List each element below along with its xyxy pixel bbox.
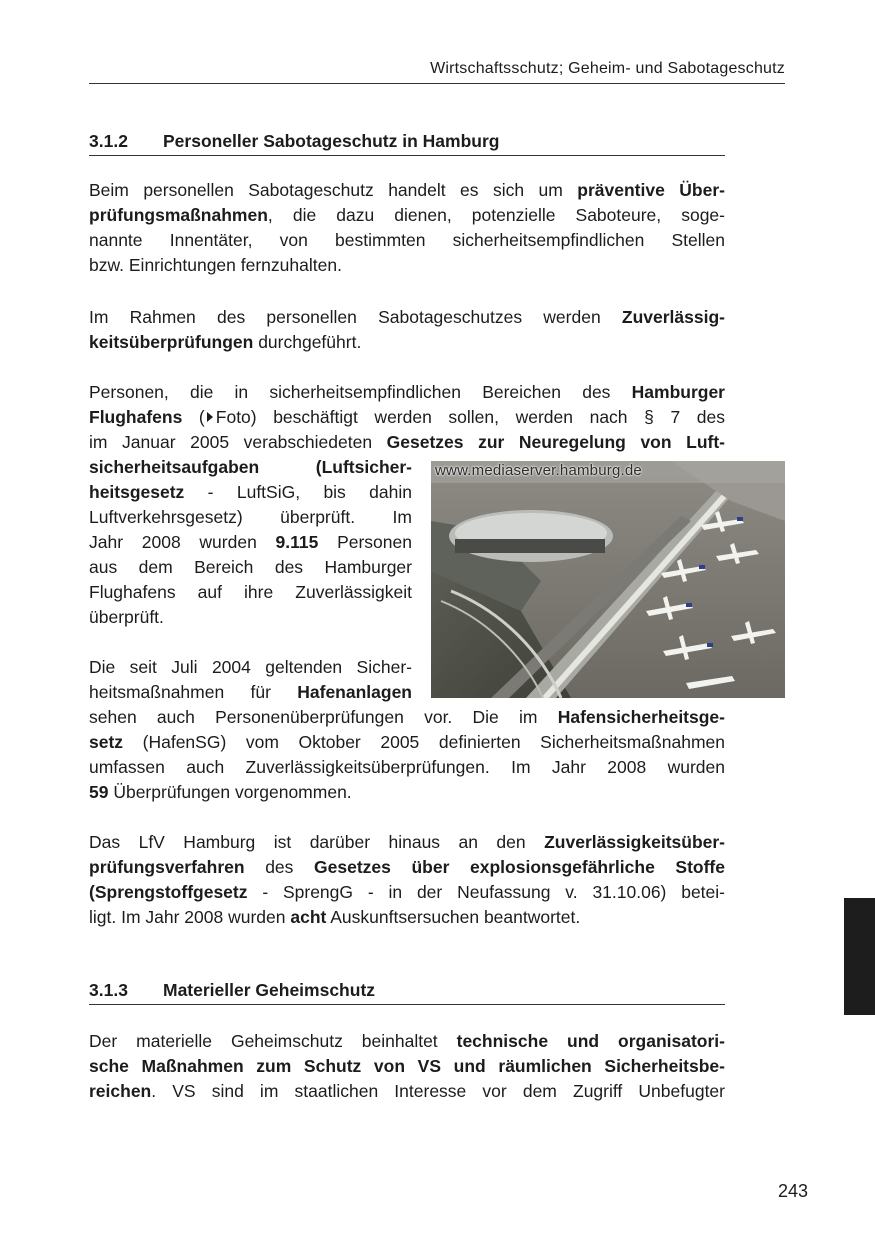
running-header-title: Wirtschaftsschutz; Geheim- und Sabotageschutz <box>430 60 785 77</box>
paragraph-4 <box>89 655 725 805</box>
paragraph-5 <box>89 830 725 930</box>
section-heading-3-1-2 <box>89 131 725 156</box>
paragraph-line: heitsmaßnahmen für Hafenanlagen <box>89 682 412 702</box>
paragraph-line: sicherheitsaufgaben (Luftsicher- <box>89 457 412 477</box>
paragraph-line: reichen. VS sind im staatlichen Interesse vor dem Zugriff Unbefugter <box>89 1081 725 1101</box>
paragraph-line: Im Rahmen des personellen Sabotageschutzes werden Zuverlässig- <box>89 307 725 327</box>
paragraph-line: (Sprengstoffgesetz - SprengG - in der Neufassung v. 31.10.06) betei- <box>89 882 725 902</box>
paragraph-line: Die seit Juli 2004 geltenden Sicher- <box>89 657 412 677</box>
section-number: 3.1.3 <box>89 980 128 1000</box>
paragraph-line: aus dem Bereich des Hamburger <box>89 557 412 577</box>
chapter-tab-marker <box>844 898 875 1015</box>
section-heading-3-1-3 <box>89 980 725 1005</box>
paragraph-line: Luftverkehrsgesetz) überprüft. Im <box>89 507 412 527</box>
paragraph-line: prüfungsverfahren des Gesetzes über explosionsgefährliche Stoffe <box>89 857 725 877</box>
paragraph-line: 59 Überprüfungen vorgenommen. <box>89 782 352 802</box>
paragraph-line: setz (HafenSG) vom Oktober 2005 definierten Sicherheitsmaßnahmen <box>89 732 725 752</box>
paragraph-line: ligt. Im Jahr 2008 wurden acht Auskunftsersuchen beantwortet. <box>89 907 581 927</box>
paragraph-2 <box>89 305 725 355</box>
paragraph-1 <box>89 178 725 278</box>
paragraph-line: keitsüberprüfungen durchgeführt. <box>89 332 362 352</box>
section-number: 3.1.2 <box>89 131 128 151</box>
section-title: Materieller Geheimschutz <box>163 980 376 1000</box>
paragraph-6 <box>89 1029 725 1104</box>
paragraph-line: im Januar 2005 verabschiedeten Gesetzes zur Neuregelung von Luft- <box>89 432 725 452</box>
paragraph-line: Flughafens auf ihre Zuverlässigkeit <box>89 582 412 602</box>
photo-source-caption: www.mediaserver.hamburg.de <box>435 462 642 479</box>
paragraph-line: sche Maßnahmen zum Schutz von VS und räumlichen Sicherheitsbe- <box>89 1056 725 1076</box>
paragraph-line: Flughafens ( Foto) beschäftigt werden sollen, werden nach § 7 des <box>89 407 725 427</box>
page-number: 243 <box>778 1181 809 1201</box>
photo-reference-arrow-icon <box>207 412 213 422</box>
section-title: Personeller Sabotageschutz in Hamburg <box>163 131 500 151</box>
paragraph-line: bzw. Einrichtungen fernzuhalten. <box>89 255 342 275</box>
paragraph-line: nannte Innentäter, von bestimmten sicherheitsempfindlichen Stellen <box>89 230 725 250</box>
paragraph-line: Das LfV Hamburg ist darüber hinaus an den Zuverlässigkeitsüber- <box>89 832 725 852</box>
paragraph-line: Jahr 2008 wurden 9.115 Personen <box>89 532 412 552</box>
paragraph-line: umfassen auch Zuverlässigkeitsüberprüfungen. Im Jahr 2008 wurden <box>89 757 725 777</box>
running-header <box>89 60 785 84</box>
paragraph-line: Personen, die in sicherheitsempfindlichen Bereichen des Hamburger <box>89 382 725 402</box>
paragraph-line: heitsgesetz - LuftSiG, bis dahin <box>89 482 412 502</box>
paragraph-line: Beim personellen Sabotageschutz handelt es sich um präventive Über- <box>89 180 725 200</box>
paragraph-line: überprüft. <box>89 607 164 627</box>
paragraph-line: sehen auch Personenüberprüfungen vor. Die im Hafensicherheitsge- <box>89 707 725 727</box>
paragraph-line: Der materielle Geheimschutz beinhaltet technische und organisatori- <box>89 1031 725 1051</box>
paragraph-line: prüfungsmaßnahmen, die dazu dienen, potenzielle Saboteure, soge- <box>89 205 725 225</box>
